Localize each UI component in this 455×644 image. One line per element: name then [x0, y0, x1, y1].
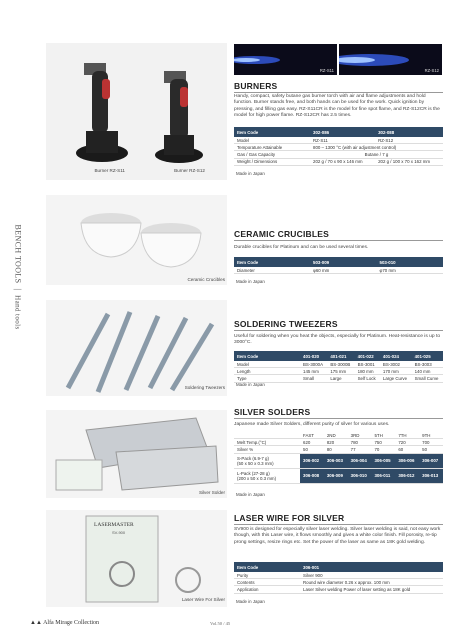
table-cell: 145 mm — [300, 368, 327, 375]
table-cell — [234, 453, 300, 468]
code-cell: 306-013 — [419, 468, 443, 483]
table-cell: 202 g / 70 x 90 x 146 mm — [310, 158, 375, 165]
table-header: 401-022 — [355, 351, 380, 361]
table-cell: 820 — [324, 439, 348, 446]
table-cell: Gas / Gas Capacity — [234, 151, 310, 158]
table-cell: BS-3002 — [380, 361, 412, 368]
table-cell: RZ-S12 — [375, 137, 443, 144]
table-row — [234, 137, 443, 144]
table-row — [234, 368, 443, 375]
code-cell: 306-010 — [348, 468, 372, 483]
grade-label: 5TH — [371, 432, 395, 439]
burner-photo — [46, 43, 227, 180]
code-cell: 306-006 — [395, 453, 419, 468]
table-cell: Melt Temp.(°C) — [234, 439, 300, 446]
code-cell: 306-004 — [348, 453, 372, 468]
tweezers-title: SOLDERING TWEEZERS — [234, 319, 338, 329]
table-header: 401-021 — [327, 351, 354, 361]
table-cell: 180 mm — [355, 368, 380, 375]
tweezers-table — [234, 351, 443, 383]
table-cell: Application — [234, 586, 300, 593]
table-row — [234, 439, 443, 446]
solders-table — [234, 432, 443, 484]
table-header: 306-001 — [300, 562, 443, 572]
burners-made-in: Made in Japan — [236, 171, 265, 176]
table-cell: BS-3000A — [300, 361, 327, 368]
table-header: 401-025 — [412, 351, 443, 361]
table-cell: 170 mm — [380, 368, 412, 375]
code-cell: 306-007 — [419, 453, 443, 468]
pack-label: L-Pack (27-28 g) — [237, 470, 270, 476]
table-cell: Silver 900 — [300, 572, 443, 579]
table-cell: Small Curve — [412, 375, 443, 382]
pack-label: S-Pack (6.9-7 g) — [237, 455, 269, 461]
laser-wire-illustration — [46, 510, 227, 607]
table-row — [234, 446, 443, 453]
table-header-row — [234, 562, 443, 572]
pack-brand: LASERMASTER — [94, 522, 134, 528]
table-cell: 80 — [324, 446, 348, 453]
flame-label-2: RZ-S12 — [424, 68, 439, 73]
table-cell: 175 mm — [327, 368, 354, 375]
solders-made-in: Made in Japan — [236, 492, 265, 497]
table-cell: 720 — [395, 439, 419, 446]
laser-wire-photo — [46, 510, 227, 607]
code-cell: 306-012 — [395, 468, 419, 483]
table-cell: 77 — [348, 446, 372, 453]
table-header: Item Code — [234, 351, 300, 361]
burners-desc: Handy, compact, safety butane gas burner torch with air and flame adjustments and hold function. Burner stands free, and both hands can be used for the work. Quick ignition by pressing, and filling gas easy. RZ-S11CR is the model for fine spot flame, and RZ-S12CR is the model for high power flame. RZ-S12CR has 2.5 times. — [234, 94, 440, 118]
pack-sub: (50 x 50 x 0.3 mm) — [237, 460, 274, 466]
table-header: 302-088 — [375, 127, 443, 137]
table-row — [234, 572, 443, 579]
code-cell: 306-005 — [371, 453, 395, 468]
crucibles-title: CERAMIC CRUCIBLES — [234, 229, 330, 239]
burner-caption-2: Burner RZ-S12 — [174, 168, 205, 173]
table-cell: 70 — [371, 446, 395, 453]
table-header: 302-086 — [310, 127, 375, 137]
solder-photo — [46, 410, 227, 498]
table-cell: Contents — [234, 579, 300, 586]
table-row — [234, 151, 443, 158]
flame-photo-1 — [234, 44, 337, 75]
table-row — [234, 453, 443, 468]
code-cell: 306-009 — [324, 468, 348, 483]
page-number: Vol.50 / 45 — [210, 621, 231, 626]
table-row — [234, 375, 443, 382]
table-cell — [234, 468, 300, 483]
side-tab-sub: Hand tools — [13, 295, 22, 330]
table-cell: Small — [300, 375, 327, 382]
burner-illustration — [46, 43, 227, 180]
table-cell: Large Curve — [380, 375, 412, 382]
crucible-illustration — [46, 195, 227, 285]
laser-wire-rule — [234, 524, 443, 525]
grade-label: FAST — [300, 432, 324, 439]
burners-table — [234, 127, 443, 166]
flame-photo-2 — [339, 44, 442, 75]
table-cell: Self Lock — [355, 375, 380, 382]
table-cell: Diameter — [234, 267, 310, 274]
table-row — [234, 586, 443, 593]
code-cell: 306-003 — [324, 453, 348, 468]
laser-wire-title: LASER WIRE FOR SILVER — [234, 513, 345, 523]
table-cell: 800 – 1300 °C (with air adjustment control) — [310, 144, 443, 151]
table-cell: 50 — [419, 446, 443, 453]
grade-label: 2ND — [324, 432, 348, 439]
table-cell: RZ-S11 — [310, 137, 375, 144]
tweezers-desc: Useful for soldering when you heat the objects, especially for Platinum. Heat-resistance is up to 3000°C. — [234, 334, 441, 346]
grade-label: 3RD — [348, 432, 372, 439]
table-cell: Silver % — [234, 446, 300, 453]
table-cell: BS-3003 — [412, 361, 443, 368]
table-header: Item Code — [234, 127, 310, 137]
pack-model: SV-900 — [112, 530, 126, 535]
table-cell: Model — [234, 361, 300, 368]
table-cell: 780 — [348, 439, 372, 446]
solder-illustration — [46, 410, 227, 498]
table-cell: 140 mm — [412, 368, 443, 375]
brand-name: Alfa Mirage Collection — [43, 620, 100, 626]
table-header: Item Code — [234, 257, 310, 267]
table-cell: Temporature Attainable — [234, 144, 310, 151]
table-header: Item Code — [234, 562, 300, 572]
laser-wire-desc: SV900 is designed for especially silver laser welding. Silver laser welding is said, not easy work though, with this Laser wire, it flows smoothly and gives a white color finish. Fill porosity, re-tip prong settings, resize rings etc. Set the power of the laser as same as 18K gold welding. — [234, 527, 441, 545]
table-row — [234, 579, 443, 586]
solders-desc: Japanese made Silver Solders, different purity of silver for various uses. — [234, 422, 390, 427]
tweezers-illustration — [46, 300, 227, 396]
table-cell: Length — [234, 368, 300, 375]
burner-caption-1: Burner RZ-S11 — [94, 168, 125, 173]
table-row — [234, 468, 443, 483]
table-header: 503-010 — [377, 257, 444, 267]
code-cell: 306-008 — [300, 468, 324, 483]
solder-caption: Silver Solder — [198, 490, 225, 495]
crucibles-desc: Durable crucibles for Platinum and can be used several times. — [234, 245, 369, 250]
tweezers-caption: Soldering Tweezers — [184, 385, 225, 390]
crucibles-table — [234, 257, 443, 274]
laser-wire-caption: Laser Wire For Silver — [181, 597, 225, 602]
table-cell: Model — [234, 137, 310, 144]
table-cell: Purity — [234, 572, 300, 579]
table-cell: Laser Silver welding Power of laser setting as 18K gold — [300, 586, 443, 593]
brand-mark-icon: ▲▲ — [30, 620, 42, 626]
table-cell: 50 — [300, 446, 324, 453]
table-grade-row — [234, 432, 443, 439]
code-cell: 306-011 — [371, 468, 395, 483]
footer-brand — [30, 620, 99, 626]
table-row — [234, 144, 443, 151]
table-cell: Type — [234, 375, 300, 382]
tweezers-rule — [234, 330, 443, 331]
table-cell: 750 — [371, 439, 395, 446]
side-tab-label: BENCH TOOLS — [13, 224, 23, 284]
table-header-row — [234, 127, 443, 137]
table-cell: Round wire diameter 0.26 x approx. 100 mm — [300, 579, 443, 586]
grade-label: 7TH — [395, 432, 419, 439]
table-cell: 700 — [419, 439, 443, 446]
table-header-row — [234, 351, 443, 361]
solders-title: SILVER SOLDERS — [234, 407, 311, 417]
solders-rule — [234, 418, 443, 419]
laser-wire-made-in: Made in Japan — [236, 599, 265, 604]
grade-label: 9TH — [419, 432, 443, 439]
tweezers-made-in: Made in Japan — [236, 382, 265, 387]
crucible-caption: Ceramic Crucibles — [187, 277, 225, 282]
table-cell: Large — [327, 375, 354, 382]
crucibles-rule — [234, 240, 443, 241]
table-cell: 202 g / 100 x 70 x 162 mm — [375, 158, 443, 165]
tweezers-photo — [46, 300, 227, 396]
table-row — [234, 158, 443, 165]
code-cell: 306-002 — [300, 453, 324, 468]
burners-rule — [234, 92, 443, 93]
table-header-row — [234, 257, 443, 267]
table-header: 401-020 — [300, 351, 327, 361]
table-cell: 60 — [395, 446, 419, 453]
table-cell: φ60 mm — [310, 267, 377, 274]
table-cell: Butane / 7 g — [310, 151, 443, 158]
table-row — [234, 361, 443, 368]
pack-sub: (200 x 50 x 0.3 mm) — [237, 475, 277, 481]
burners-title: BURNERS — [234, 81, 278, 91]
table-header: 503-009 — [310, 257, 377, 267]
table-cell: BS-3000B — [327, 361, 354, 368]
laser-wire-table — [234, 562, 443, 594]
table-row — [234, 267, 443, 274]
table-header: 401-024 — [380, 351, 412, 361]
side-tab: BENCH TOOLS | Hand tools — [13, 224, 23, 330]
table-cell: BS-3001 — [355, 361, 380, 368]
table-cell: Weight / Dimensions — [234, 158, 310, 165]
crucibles-made-in: Made in Japan — [236, 279, 265, 284]
flame-label-1: RZ-S11 — [319, 68, 334, 73]
table-cell: 620 — [300, 439, 324, 446]
crucible-photo — [46, 195, 227, 285]
table-cell: φ70 mm — [377, 267, 444, 274]
